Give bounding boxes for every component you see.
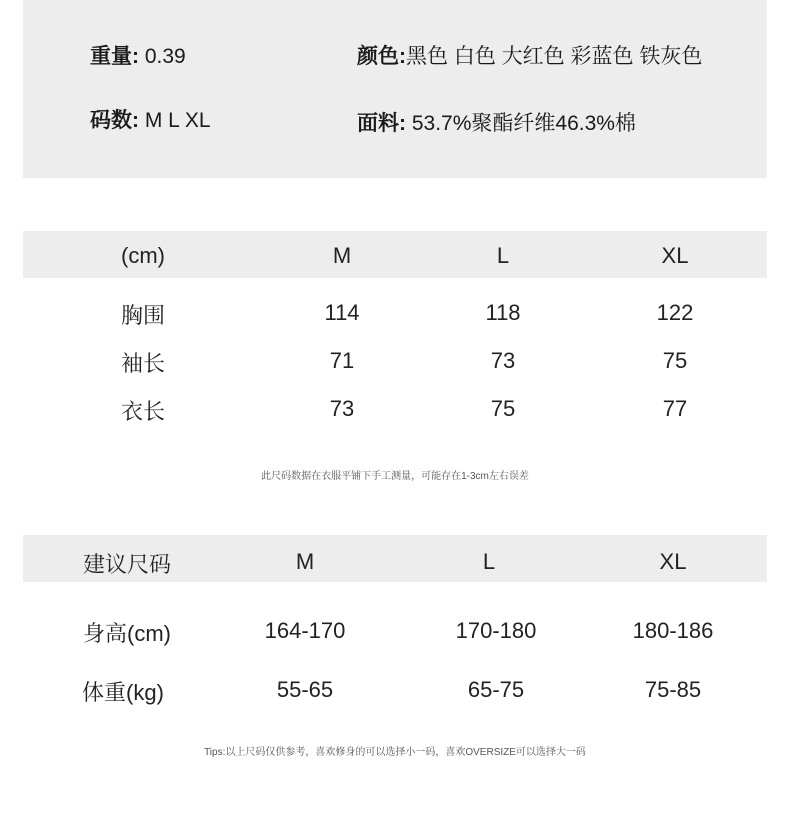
measure-row-label: 衣长 xyxy=(120,399,166,424)
recommend-cell: 65-75 xyxy=(467,677,525,702)
recommend-header-label: 建议尺码 xyxy=(82,552,172,577)
measure-cell: 71 xyxy=(329,348,355,373)
measure-cell: 75 xyxy=(662,348,688,373)
recommend-header-l: L xyxy=(482,549,496,574)
measure-header-xl: XL xyxy=(661,243,689,268)
spec-weight xyxy=(90,43,186,70)
recommend-cell: 75-85 xyxy=(644,677,702,702)
sizes-value: M L XL xyxy=(144,109,211,132)
fabric-value: 53.7%聚酯纤维46.3%棉 xyxy=(411,112,636,135)
recommend-header-m: M xyxy=(295,549,315,574)
measure-note: 此尺码数据在衣服平铺下手工测量，可能存在1-3cm左右误差 xyxy=(261,471,529,482)
colors-label: 颜色: xyxy=(357,45,406,68)
product-specs-panel xyxy=(23,0,767,178)
fabric-label: 面料: xyxy=(357,112,406,135)
measure-header-m: M xyxy=(332,243,352,268)
measure-cell: 77 xyxy=(662,396,688,421)
recommend-header-xl: XL xyxy=(659,549,687,574)
measure-row-label: 袖长 xyxy=(120,351,166,376)
measure-cell: 73 xyxy=(329,396,355,421)
measure-cell: 122 xyxy=(656,300,694,325)
spec-sizes xyxy=(90,107,211,134)
measure-row-label: 胸围 xyxy=(120,303,166,328)
spec-colors xyxy=(357,43,717,70)
measure-cell: 114 xyxy=(324,300,360,325)
recommend-cell: 180-186 xyxy=(632,618,714,643)
spec-fabric xyxy=(357,110,636,137)
recommend-cell: 164-170 xyxy=(264,618,346,643)
measure-cell: 118 xyxy=(485,300,521,325)
recommend-row-label: 身高(cm) xyxy=(83,621,171,646)
weight-label: 重量: xyxy=(90,45,139,68)
measure-cell: 73 xyxy=(490,348,516,373)
recommend-cell: 55-65 xyxy=(276,677,334,702)
measure-header-unit: (cm) xyxy=(121,243,165,268)
recommend-cell: 170-180 xyxy=(455,618,537,643)
colors-value: 黑色 白色 大红色 彩蓝色 铁灰色 xyxy=(406,45,703,68)
measure-cell: 75 xyxy=(490,396,516,421)
weight-value: 0.39 xyxy=(144,45,186,68)
measure-header-l: L xyxy=(496,243,510,268)
recommend-note: Tips:以上尺码仅供参考，喜欢修身的可以选择小一码，喜欢OVERSIZE可以选择大一码 xyxy=(204,747,586,758)
recommend-row-label: 体重(kg) xyxy=(82,680,164,705)
sizes-label: 码数: xyxy=(90,109,139,132)
